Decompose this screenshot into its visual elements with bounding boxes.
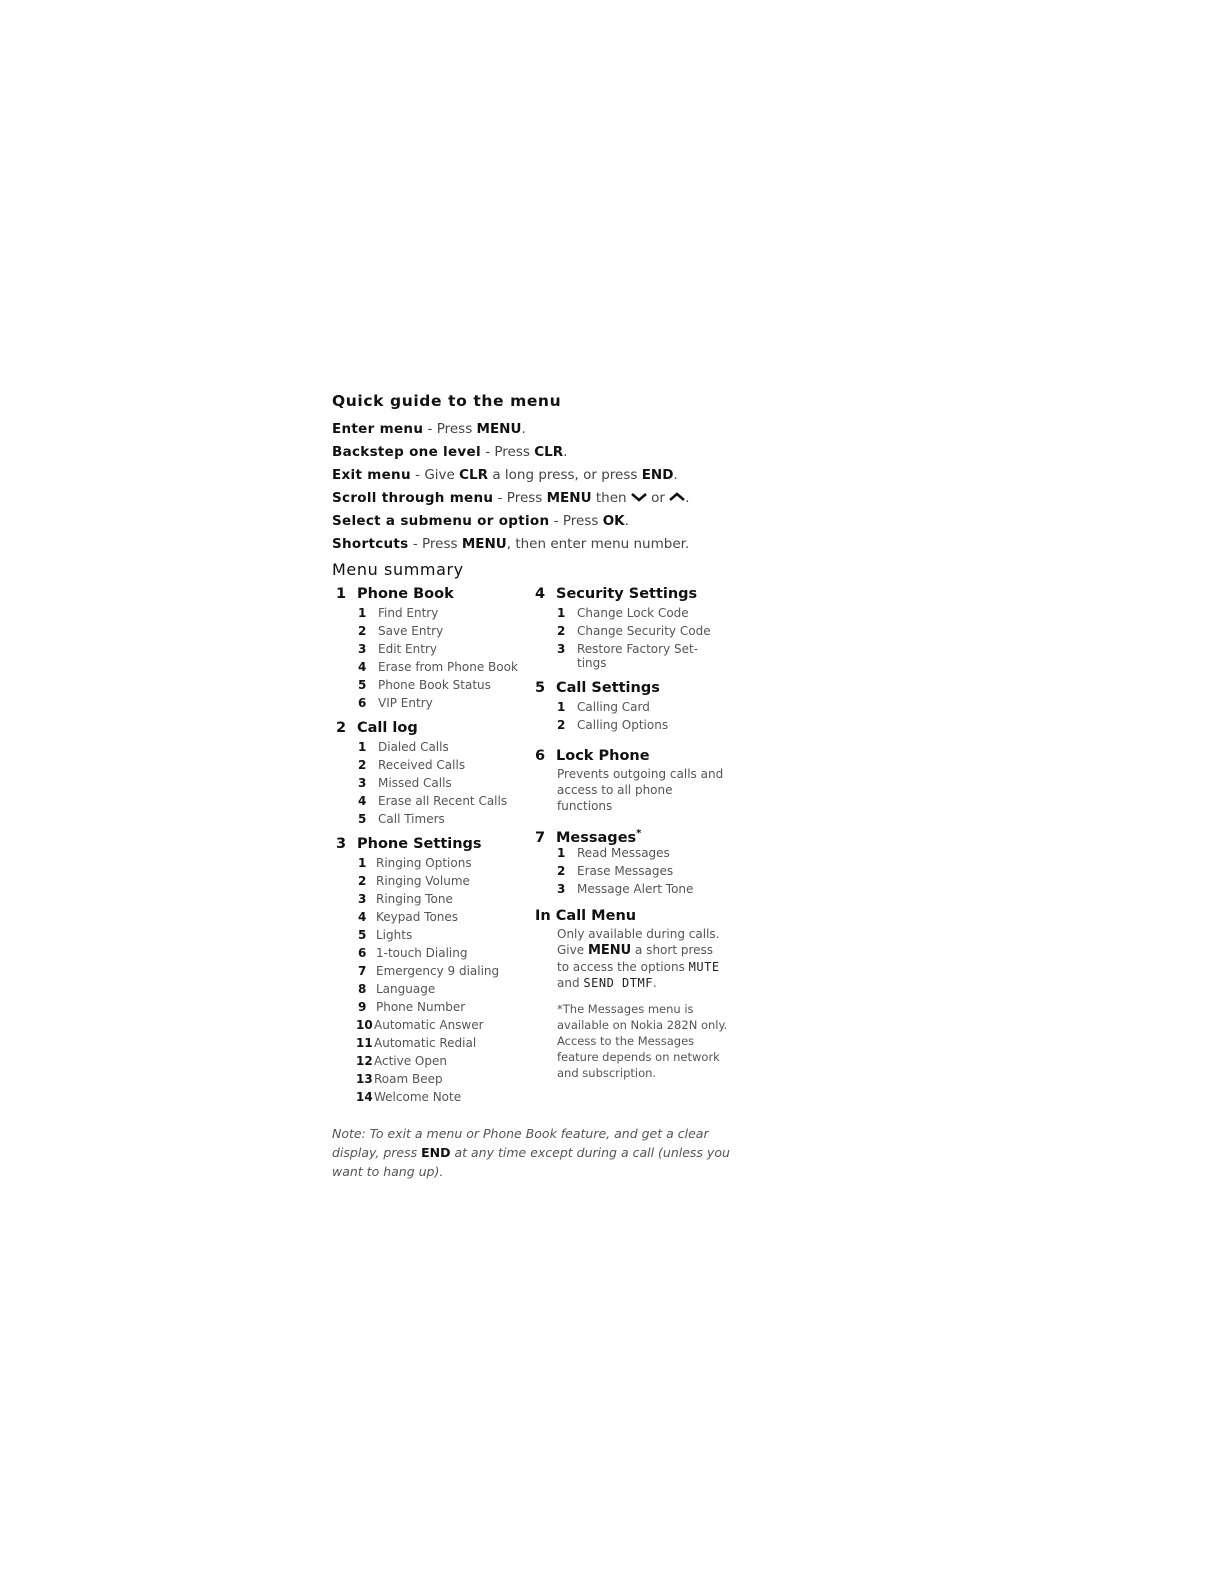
- list-item-continuation: tings: [577, 656, 607, 670]
- menu-in-call: [535, 906, 735, 1081]
- instruction-label: Enter menu: [332, 421, 424, 437]
- list-item: 6 VIP Entry: [358, 696, 433, 710]
- chevron-up-icon: [669, 491, 685, 505]
- menu-phone-settings: [336, 834, 536, 1106]
- list-item: 4 Keypad Tones: [358, 910, 459, 924]
- chevron-down-icon: [631, 491, 647, 505]
- list-item: 10Automatic Answer: [356, 1018, 484, 1032]
- menu-column-right: [535, 584, 735, 1087]
- list-item: 1 Find Entry: [358, 606, 439, 620]
- footnote: *The Messages menu is available on Nokia 282N only. Access to the Messages feature depends on network and subscription.: [557, 1002, 728, 1080]
- list-item: 5 Lights: [358, 928, 413, 942]
- note-text: Note: To exit a menu or Phone Book feature, and get a clear display, press END at any time except during a call (unless you want to hang up).: [332, 1126, 730, 1179]
- menu-call-settings: [535, 678, 735, 734]
- menu-description: Only available during calls. Give MENU a short press to access the options MUTE and SEND DTMF.: [557, 927, 720, 990]
- instruction-select: Select a submenu or option - Press OK.: [332, 513, 629, 529]
- menu-messages: [535, 824, 735, 898]
- menu-heading: 7 Messages*: [535, 828, 642, 846]
- instruction-exit-menu: Exit menu - Give CLR a long press, or press END.: [332, 467, 678, 483]
- list-item: 3 Restore Factory Set-: [557, 642, 699, 656]
- menu-heading: 5 Call Settings: [535, 680, 660, 696]
- list-item: 1 Calling Card: [557, 700, 650, 714]
- key-ok: OK: [602, 513, 625, 529]
- list-item: 2 Calling Options: [557, 718, 669, 732]
- menu-heading: In Call Menu: [535, 908, 637, 924]
- key-end: END: [641, 467, 674, 483]
- instruction-enter-menu: Enter menu - Press MENU.: [332, 421, 526, 437]
- list-item: 1 Change Lock Code: [557, 606, 689, 620]
- list-item: 8 Language: [358, 982, 436, 996]
- instruction-backstep: Backstep one level - Press CLR.: [332, 444, 568, 460]
- list-item: 5 Call Timers: [358, 812, 445, 826]
- menu-call-log: [336, 718, 536, 828]
- menu-description: Prevents outgoing calls and access to all phone functions: [557, 767, 724, 813]
- list-item: 13Roam Beep: [356, 1072, 443, 1086]
- instruction-label: Backstep one level: [332, 444, 481, 460]
- list-item: 3 Message Alert Tone: [557, 882, 694, 896]
- instruction-label: Exit menu: [332, 467, 411, 483]
- list-item: 1 Dialed Calls: [358, 740, 449, 754]
- key-clr: CLR: [534, 444, 564, 460]
- list-item: 6 1-touch Dialing: [358, 946, 468, 960]
- menu-heading: 6 Lock Phone: [535, 748, 650, 764]
- menu-security-settings: [535, 584, 735, 672]
- key-clr: CLR: [459, 467, 489, 483]
- list-item: 5 Phone Book Status: [358, 678, 491, 692]
- key-menu: MENU: [546, 490, 592, 506]
- list-item: 4 Erase all Recent Calls: [358, 794, 508, 808]
- menu-heading: 3 Phone Settings: [336, 836, 482, 852]
- key-menu: MENU: [461, 536, 507, 552]
- list-item: 2 Erase Messages: [557, 864, 674, 878]
- list-item: 3 Missed Calls: [358, 776, 452, 790]
- list-item: 9 Phone Number: [358, 1000, 466, 1014]
- key-menu: MENU: [476, 421, 522, 437]
- page-title: Quick guide to the menu: [332, 392, 562, 410]
- instruction-label: Scroll through menu: [332, 490, 494, 506]
- menu-heading: 4 Security Settings: [535, 586, 698, 602]
- list-item: 11Automatic Redial: [356, 1036, 477, 1050]
- list-item: 7 Emergency 9 dialing: [358, 964, 500, 978]
- list-item: 4 Erase from Phone Book: [358, 660, 518, 674]
- list-item: 2 Ringing Volume: [358, 874, 470, 888]
- menu-heading: 2 Call log: [336, 720, 418, 736]
- list-item: 3 Edit Entry: [358, 642, 437, 656]
- instruction-scroll: Scroll through menu - Press MENU then or .: [332, 490, 690, 506]
- list-item: 1 Read Messages: [557, 846, 670, 860]
- list-item: 2 Change Security Code: [557, 624, 711, 638]
- menu-column-left: [336, 584, 536, 1112]
- list-item: 2 Received Calls: [358, 758, 466, 772]
- list-item: 2 Save Entry: [358, 624, 444, 638]
- menu-phone-book: [336, 584, 536, 712]
- list-item: 1 Ringing Options: [358, 856, 472, 870]
- menu-heading: 1 Phone Book: [336, 586, 454, 602]
- menu-lock-phone: [535, 746, 735, 814]
- list-item: 14Welcome Note: [356, 1090, 462, 1104]
- list-item: 3 Ringing Tone: [358, 892, 453, 906]
- instruction-shortcuts: Shortcuts - Press MENU, then enter menu number.: [332, 536, 690, 552]
- summary-title: Menu summary: [332, 560, 464, 579]
- instruction-label: Select a submenu or option: [332, 513, 550, 529]
- list-item: 12Active Open: [356, 1054, 447, 1068]
- instruction-label: Shortcuts: [332, 536, 409, 552]
